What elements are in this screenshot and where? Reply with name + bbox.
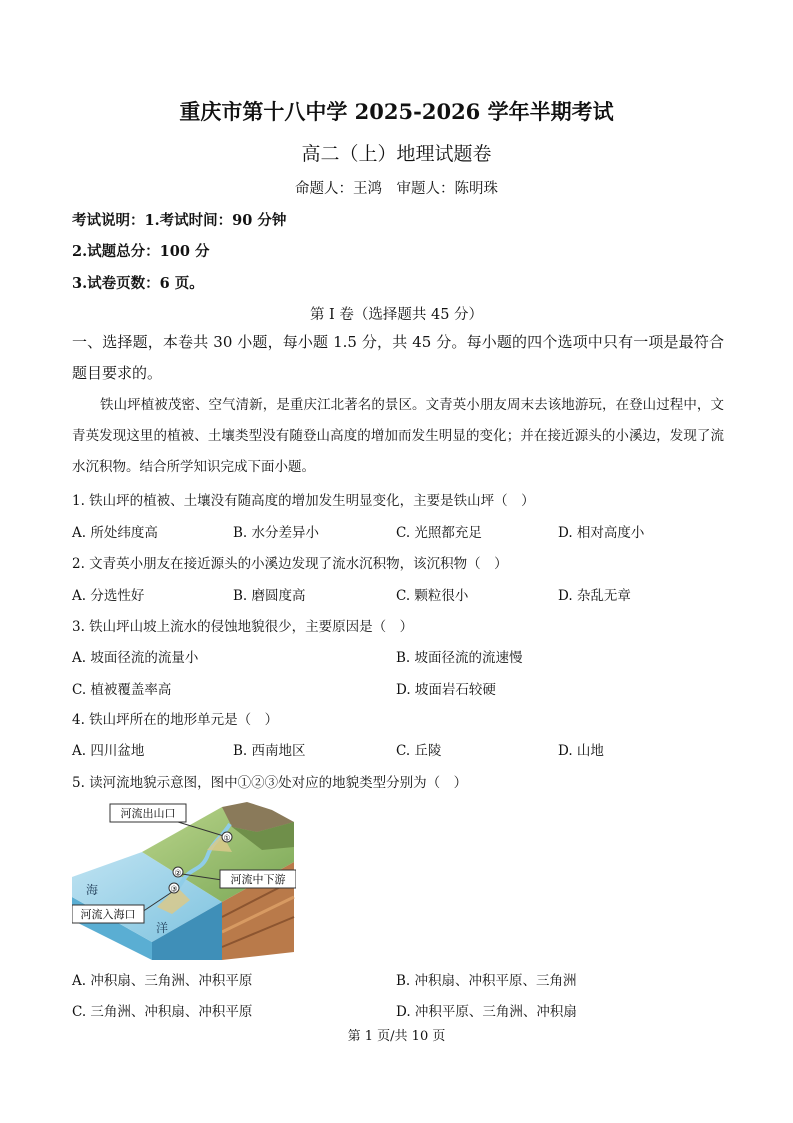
marker-3-label: ③ <box>170 884 178 894</box>
section-intro: 一、选择题，本卷共 30 小题，每小题 1.5 分，共 45 分。每小题的四个选项中只有一项是最符合题目要求的。 <box>72 333 724 382</box>
river-landform-illustration <box>72 802 296 960</box>
label-river-middle: 河流中下游 <box>230 873 286 886</box>
section-title: 第 I 卷（选择题共 45 分） <box>309 307 484 323</box>
reading-passage: 铁山坪植被茂密、空气清新，是重庆江北著名的景区。文青英小朋友周末去该地游玩，在登山过程中，文青英发现这里的植被、土壤类型没有随登山高度的增加而发生明显的变化；并在接近源头的小溪边，发现了流水沉积物。结合所学知识完成下面小题。 <box>72 397 724 475</box>
question-4-option-d[interactable]: D. 山地 <box>558 743 604 759</box>
marker-1-label: ① <box>223 833 231 843</box>
river-landform-figure <box>72 802 296 960</box>
label-river-outlet: 河流出山口 <box>120 807 176 820</box>
question-4-option-b[interactable]: B. 西南地区 <box>233 743 306 759</box>
question-1-option-b[interactable]: B. 水分差异小 <box>233 525 320 541</box>
question-5-option-c[interactable]: C. 三角洲、冲积扇、冲积平原 <box>72 1004 253 1020</box>
exam-authors: 命题人：王鸿 审题人：陈明珠 <box>295 181 498 197</box>
question-4-stem: 4. 铁山坪所在的地形单元是（ ） <box>72 712 279 728</box>
question-5-option-a[interactable]: A. 冲积扇、三角洲、冲积平原 <box>72 973 253 989</box>
label-river-mouth: 河流入海口 <box>80 908 136 921</box>
question-1-option-c[interactable]: C. 光照都充足 <box>396 525 482 541</box>
question-3-stem: 3. 铁山坪山坡上流水的侵蚀地貌很少，主要原因是（ ） <box>72 619 414 635</box>
exam-note-1: 考试说明：1.考试时间：90 分钟 <box>72 212 287 229</box>
question-2-stem: 2. 文青英小朋友在接近源头的小溪边发现了流水沉积物，该沉积物（ ） <box>72 556 508 572</box>
question-5-option-b[interactable]: B. 冲积扇、冲积平原、三角洲 <box>396 973 577 989</box>
question-3-option-c[interactable]: C. 植被覆盖率高 <box>72 682 172 698</box>
question-3-option-b[interactable]: B. 坡面径流的流速慢 <box>396 650 523 666</box>
question-3-option-d[interactable]: D. 坡面岩石较硬 <box>396 682 496 698</box>
question-5-option-d[interactable]: D. 冲积平原、三角洲、冲积扇 <box>396 1004 577 1020</box>
page-number: 第 1 页/共 10 页 <box>347 1029 446 1044</box>
question-2-option-a[interactable]: A. 分选性好 <box>72 588 145 604</box>
label-ocean: 洋 <box>156 921 169 935</box>
question-1-option-d[interactable]: D. 相对高度小 <box>558 525 645 541</box>
question-2-option-c[interactable]: C. 颗粒很小 <box>396 588 469 604</box>
question-4-option-c[interactable]: C. 丘陵 <box>396 743 442 759</box>
question-3-option-a[interactable]: A. 坡面径流的流量小 <box>72 650 199 666</box>
question-1-stem: 1. 铁山坪的植被、土壤没有随高度的增加发生明显变化，主要是铁山坪（ ） <box>72 493 535 509</box>
question-2-option-d[interactable]: D. 杂乱无章 <box>558 588 631 604</box>
exam-note-3: 3.试卷页数：6 页。 <box>72 275 204 292</box>
exam-subtitle: 高二（上）地理试题卷 <box>301 143 492 165</box>
question-4-option-a[interactable]: A. 四川盆地 <box>72 743 145 759</box>
question-1-option-a[interactable]: A. 所处纬度高 <box>72 525 158 541</box>
label-sea: 海 <box>86 883 99 897</box>
exam-note-2: 2.试题总分：100 分 <box>72 243 210 260</box>
question-2-option-b[interactable]: B. 磨圆度高 <box>233 588 306 604</box>
exam-title: 重庆市第十八中学 2025-2026 学年半期考试 <box>179 99 614 124</box>
marker-2-label: ② <box>174 868 182 878</box>
question-5-stem: 5. 读河流地貌示意图，图中①②③处对应的地貌类型分别为（ ） <box>72 775 468 791</box>
